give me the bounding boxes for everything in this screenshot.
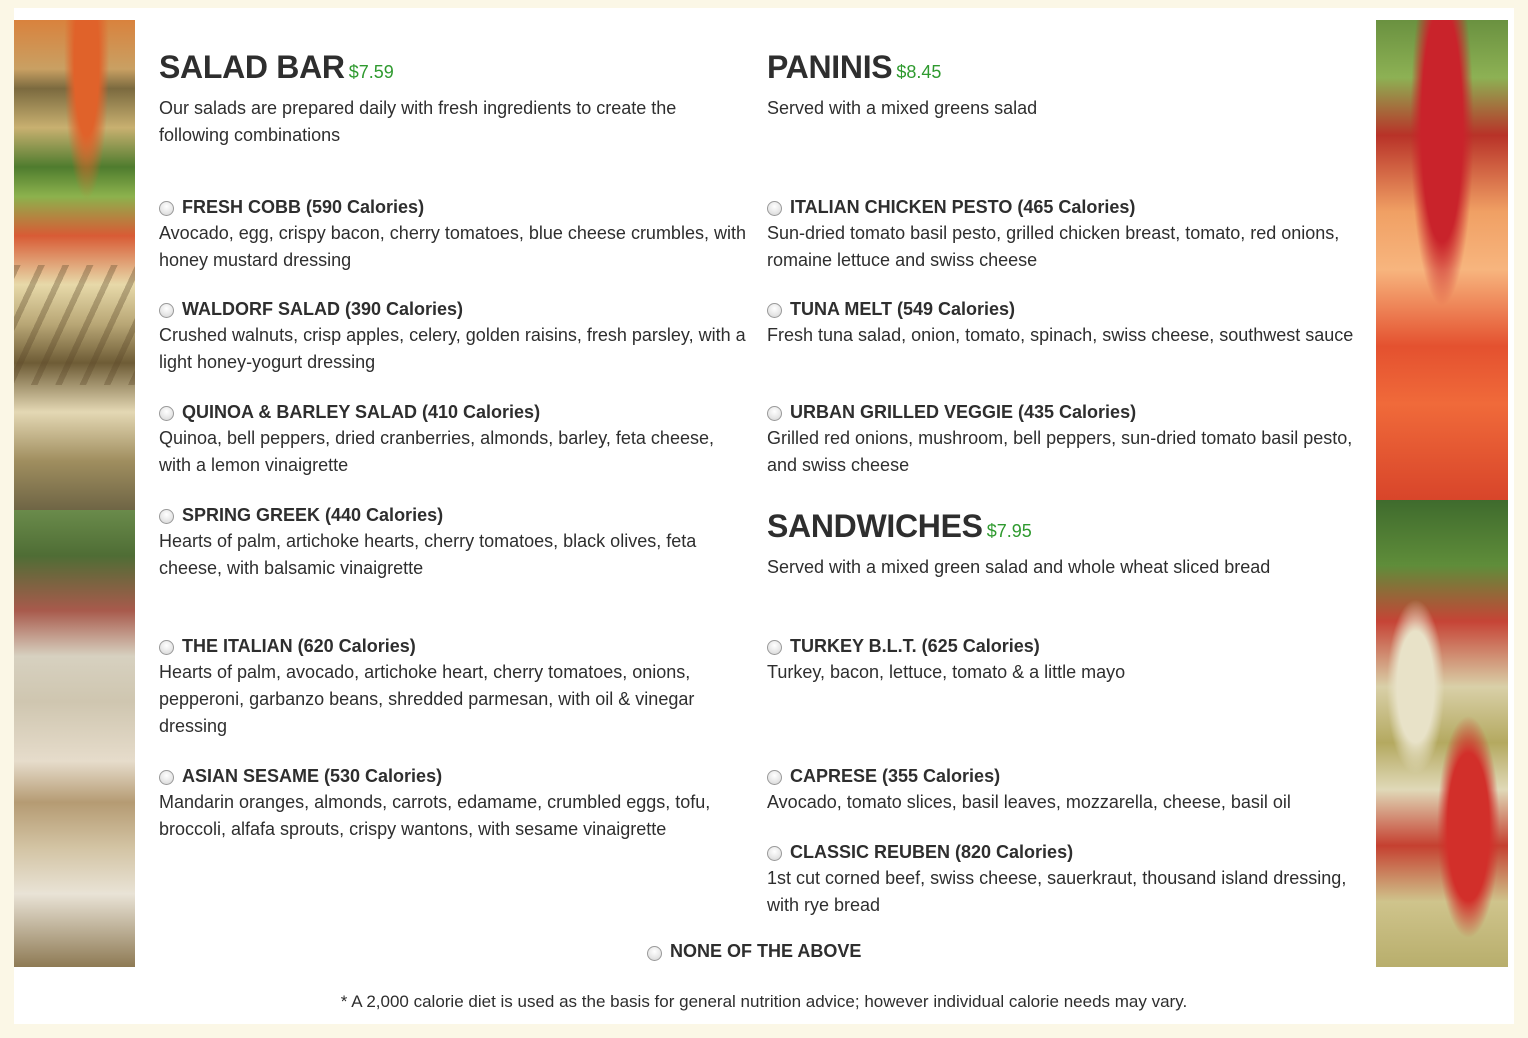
menu-option-quinoa-barley-salad[interactable] [159,399,749,479]
section-price: $8.45 [896,62,942,82]
menu-option-classic-reuben[interactable] [767,839,1357,919]
radio-button[interactable] [767,640,782,655]
radio-button[interactable] [767,303,782,318]
menu-option-asian-sesame[interactable] [159,763,749,843]
item-description: Hearts of palm, artichoke hearts, cherry tomatoes, black olives, feta cheese, with balsamic vinaigrette [159,531,697,578]
menu-option-fresh-cobb[interactable] [159,194,749,274]
salad-bar-section [159,46,749,866]
menu-option-italian-chicken-pesto[interactable] [767,194,1357,274]
section-price: $7.59 [348,62,394,82]
item-title: TURKEY B.L.T. (625 Calories) [790,636,1040,656]
section-description: Served with a mixed green salad and whole wheat sliced bread [767,557,1271,577]
menu-option-waldorf-salad[interactable] [159,296,749,376]
item-description: Mandarin oranges, almonds, carrots, edamame, crumbled eggs, tofu, broccoli, alfafa sprouts, crispy wantons, with sesame vinaigrette [159,792,711,839]
fruit-juice-photo [1376,20,1508,500]
menu-option-urban-grilled-veggie[interactable] [767,399,1357,479]
salad-bar-heading [159,46,749,95]
section-description: Our salads are prepared daily with fresh ingredients to create the following combinations [159,98,677,145]
section-title: SALAD BAR [159,49,345,85]
section-description: Served with a mixed greens salad [767,98,1038,118]
sandwiches-section [767,505,1357,581]
radio-button[interactable] [159,509,174,524]
radio-button[interactable] [159,770,174,785]
radio-button[interactable] [159,406,174,421]
radio-button[interactable] [647,946,662,961]
radio-button[interactable] [159,640,174,655]
radio-button[interactable] [767,201,782,216]
wrap-sandwich-photo [14,510,135,967]
item-description: Hearts of palm, avocado, artichoke heart, cherry tomatoes, onions, pepperoni, garbanzo beans, shredded parmesan, with oil & vinegar dressing [159,662,695,736]
item-title: ASIAN SESAME (530 Calories) [182,766,443,786]
menu-option-tuna-melt[interactable] [767,296,1357,349]
paninis-sandwiches-column [767,46,1357,926]
menu-option-turkey-blt[interactable] [767,633,1357,686]
item-description: Crushed walnuts, crisp apples, celery, golden raisins, fresh parsley, with a light honey-yogurt dressing [159,325,746,372]
item-description: Fresh tuna salad, onion, tomato, spinach, swiss cheese, southwest sauce [767,325,1354,345]
item-title: QUINOA & BARLEY SALAD (410 Calories) [182,402,541,422]
radio-button[interactable] [767,846,782,861]
item-title: SPRING GREEK (440 Calories) [182,505,444,525]
menu-option-spring-greek[interactable] [159,502,749,582]
item-title: CLASSIC REUBEN (820 Calories) [790,842,1074,862]
paninis-heading [767,46,1357,95]
item-description: Sun-dried tomato basil pesto, grilled chicken breast, tomato, red onions, romaine lettuce and swiss cheese [767,223,1340,270]
section-price: $7.95 [986,521,1032,541]
item-description: 1st cut corned beef, swiss cheese, sauerkraut, thousand island dressing, with rye bread [767,868,1347,915]
item-description: Avocado, egg, crispy bacon, cherry tomatoes, blue cheese crumbles, with honey mustard dressing [159,223,746,270]
radio-button[interactable] [767,406,782,421]
section-title: SANDWICHES [767,508,983,544]
item-title: CAPRESE (355 Calories) [790,766,1001,786]
item-description: Avocado, tomato slices, basil leaves, mozzarella, cheese, basil oil [767,792,1291,812]
pasta-salad-photo [1376,500,1508,967]
item-title: TUNA MELT (549 Calories) [790,299,1016,319]
item-description: Turkey, bacon, lettuce, tomato & a little mayo [767,662,1126,682]
item-title: WALDORF SALAD (390 Calories) [182,299,464,319]
none-option-label: NONE OF THE ABOVE [670,941,862,961]
item-title: FRESH COBB (590 Calories) [182,197,425,217]
item-title: THE ITALIAN (620 Calories) [182,636,416,656]
section-title: PANINIS [767,49,893,85]
radio-button[interactable] [159,303,174,318]
menu-option-caprese[interactable] [767,763,1357,816]
panini-photo [14,20,135,510]
sandwiches-heading [767,505,1357,554]
menu-option-the-italian[interactable] [159,633,749,740]
radio-button[interactable] [767,770,782,785]
calorie-footnote: * A 2,000 calorie diet is used as the basis for general nutrition advice; however individual calorie needs may vary. [340,992,1188,1011]
item-description: Quinoa, bell peppers, dried cranberries, almonds, barley, feta cheese, with a lemon vinaigrette [159,428,714,475]
item-description: Grilled red onions, mushroom, bell peppers, sun-dried tomato basil pesto, and swiss cheese [767,428,1353,475]
item-title: ITALIAN CHICKEN PESTO (465 Calories) [790,197,1136,217]
menu-option-none[interactable] [647,941,861,962]
item-title: URBAN GRILLED VEGGIE (435 Calories) [790,402,1137,422]
radio-button[interactable] [159,201,174,216]
